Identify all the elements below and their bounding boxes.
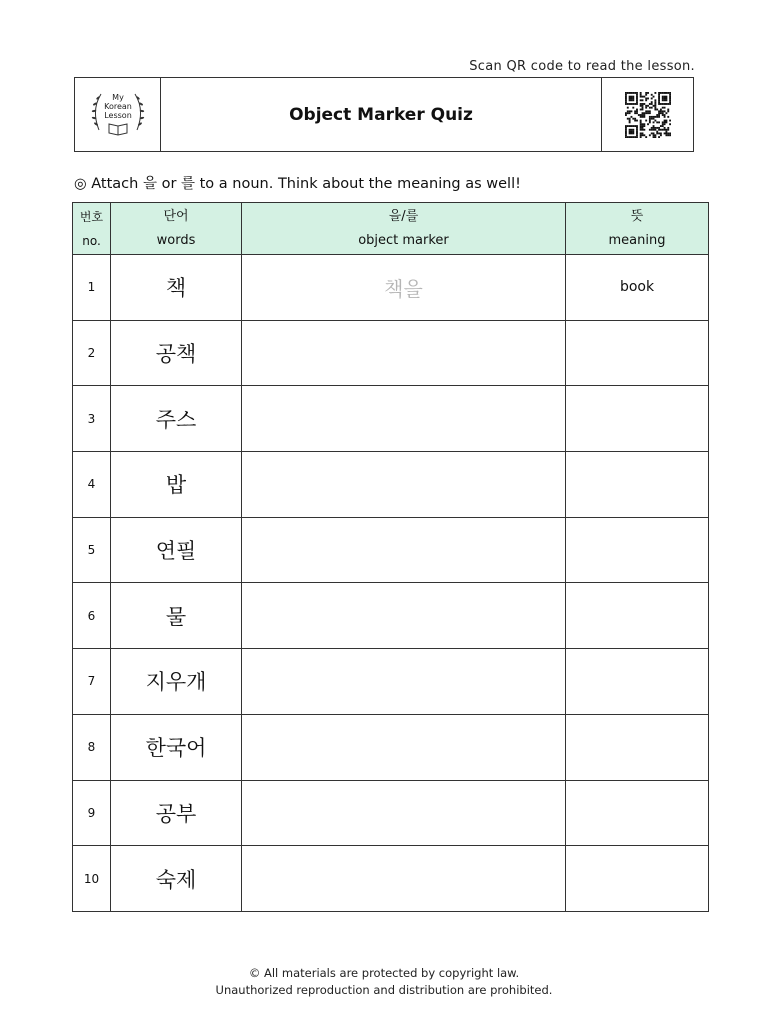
row-word: 지우개 <box>111 649 242 715</box>
worksheet-header <box>74 77 694 152</box>
table-row <box>73 320 709 386</box>
row-number: 5 <box>73 517 111 583</box>
row-meaning-answer[interactable] <box>566 714 709 780</box>
table-row <box>73 780 709 846</box>
row-marker-answer[interactable] <box>242 320 566 386</box>
row-marker-answer[interactable] <box>242 517 566 583</box>
table-row <box>73 649 709 715</box>
row-number: 10 <box>73 846 111 912</box>
footer-line-1: © All materials are protected by copyright law. <box>248 966 520 980</box>
table-row <box>73 452 709 518</box>
logo-line-2: Korean <box>103 101 132 111</box>
header-object-marker <box>242 203 566 255</box>
row-number: 2 <box>73 320 111 386</box>
open-book-icon <box>109 124 127 135</box>
row-word: 주스 <box>111 386 242 452</box>
header-meaning <box>566 203 709 255</box>
header-no-en: no. <box>82 233 101 248</box>
footer-line-2: Unauthorized reproduction and distribution are prohibited. <box>215 983 553 997</box>
table-row <box>73 386 709 452</box>
quiz-table <box>72 202 709 912</box>
row-marker-answer[interactable] <box>242 780 566 846</box>
row-word: 공책 <box>111 320 242 386</box>
header-marker-en: object marker <box>358 232 449 248</box>
instruction-text: ◎ Attach 을 or 를 to a noun. Think about the meaning as well! <box>74 176 521 192</box>
qr-code-icon[interactable] <box>625 92 671 138</box>
header-marker-ko: 을/를 <box>388 208 419 224</box>
row-word: 물 <box>111 583 242 649</box>
laurel-logo-icon <box>85 86 151 144</box>
qr-code[interactable] <box>601 78 693 151</box>
table-row <box>73 255 709 321</box>
row-number: 1 <box>73 255 111 321</box>
row-number: 8 <box>73 714 111 780</box>
row-meaning-answer[interactable] <box>566 320 709 386</box>
row-meaning-answer[interactable] <box>566 386 709 452</box>
row-meaning-answer[interactable] <box>566 846 709 912</box>
logo-line-1: My <box>111 92 124 102</box>
row-number: 6 <box>73 583 111 649</box>
logo <box>75 78 161 151</box>
row-word: 밥 <box>111 452 242 518</box>
row-meaning-answer[interactable] <box>566 583 709 649</box>
page-title: Object Marker Quiz <box>289 104 473 125</box>
row-number: 7 <box>73 649 111 715</box>
header-meaning-ko: 뜻 <box>630 208 644 224</box>
row-word: 연필 <box>111 517 242 583</box>
row-word: 공부 <box>111 780 242 846</box>
row-word: 숙제 <box>111 846 242 912</box>
row-number: 4 <box>73 452 111 518</box>
table-row <box>73 714 709 780</box>
header-no-ko: 번호 <box>79 209 104 224</box>
row-number: 9 <box>73 780 111 846</box>
row-marker-answer[interactable] <box>242 846 566 912</box>
table-header-row <box>73 203 709 255</box>
row-word: 한국어 <box>111 714 242 780</box>
copyright-footer <box>0 965 768 999</box>
header-words-ko: 단어 <box>163 208 189 224</box>
row-marker-answer[interactable] <box>242 452 566 518</box>
row-meaning-answer[interactable] <box>566 517 709 583</box>
row-marker-answer[interactable] <box>242 583 566 649</box>
row-meaning-answer[interactable]: book <box>566 255 709 321</box>
logo-line-3: Lesson <box>103 110 132 120</box>
row-meaning-answer[interactable] <box>566 649 709 715</box>
table-row <box>73 846 709 912</box>
table-row <box>73 517 709 583</box>
header-words-en: words <box>156 232 196 248</box>
scan-qr-note: Scan QR code to read the lesson. <box>469 59 695 74</box>
row-meaning-answer[interactable] <box>566 780 709 846</box>
header-meaning-en: meaning <box>608 232 666 248</box>
table-row <box>73 583 709 649</box>
row-marker-answer[interactable]: 책을 <box>242 255 566 321</box>
header-words <box>111 203 242 255</box>
row-meaning-answer[interactable] <box>566 452 709 518</box>
row-marker-answer[interactable] <box>242 714 566 780</box>
header-no <box>73 203 111 255</box>
row-marker-answer[interactable] <box>242 649 566 715</box>
row-word: 책 <box>111 255 242 321</box>
row-marker-answer[interactable] <box>242 386 566 452</box>
row-number: 3 <box>73 386 111 452</box>
